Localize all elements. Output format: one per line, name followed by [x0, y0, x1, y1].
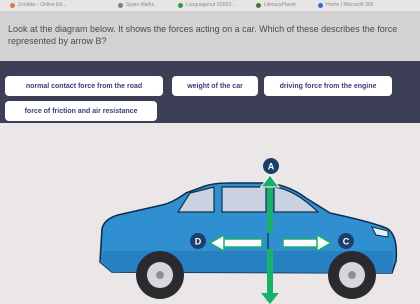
bookmark-label: Home | Microsoft 365 — [326, 2, 374, 8]
label-a-badge — [263, 158, 279, 174]
question-page — [0, 11, 420, 304]
bookmark-sparx-maths[interactable] — [118, 2, 154, 8]
bookmark-favicon-icon — [256, 3, 261, 8]
label-d-badge — [190, 233, 206, 249]
bookmark-label: Languagenut V2023... — [186, 2, 236, 8]
bookmarks-bar — [0, 0, 420, 11]
bookmark-favicon-icon — [10, 3, 15, 8]
bookmark-literacyplanet[interactable] — [256, 2, 296, 8]
label-c-badge — [338, 233, 354, 249]
front-wheel — [328, 251, 376, 299]
car-forces-diagram — [0, 123, 420, 304]
option-weight-of-car[interactable]: weight of the car — [172, 76, 258, 96]
label-a-text: A — [267, 161, 275, 172]
question-text: Look at the diagram below. It shows the forces acting on a car. Which of these describes the force represented by arrow B? — [8, 24, 398, 46]
car-middle-window — [222, 187, 266, 212]
bookmark-label: Sparx Maths — [126, 2, 155, 8]
bookmark-languagenut[interactable] — [178, 2, 235, 8]
rear-wheel — [136, 251, 184, 299]
bookmark-microsoft-365[interactable] — [318, 2, 373, 8]
bookmark-favicon-icon — [178, 3, 183, 8]
bookmark-zondike[interactable] — [10, 2, 66, 8]
bookmark-label: Zondike - Online Ed... — [18, 2, 67, 8]
car-diagram-svg — [0, 123, 420, 304]
label-c-text: C — [342, 236, 350, 247]
option-driving-force[interactable]: driving force from the engine — [264, 76, 392, 96]
option-normal-contact-force[interactable]: normal contact force from the road — [5, 76, 163, 96]
bookmark-favicon-icon — [318, 3, 323, 8]
answer-options-panel — [0, 61, 420, 123]
label-d-text: D — [194, 236, 202, 247]
option-friction-air-resistance[interactable]: force of friction and air resistance — [5, 101, 157, 121]
bookmark-favicon-icon — [118, 3, 123, 8]
bookmark-label: LiteracyPlanet — [264, 2, 296, 8]
